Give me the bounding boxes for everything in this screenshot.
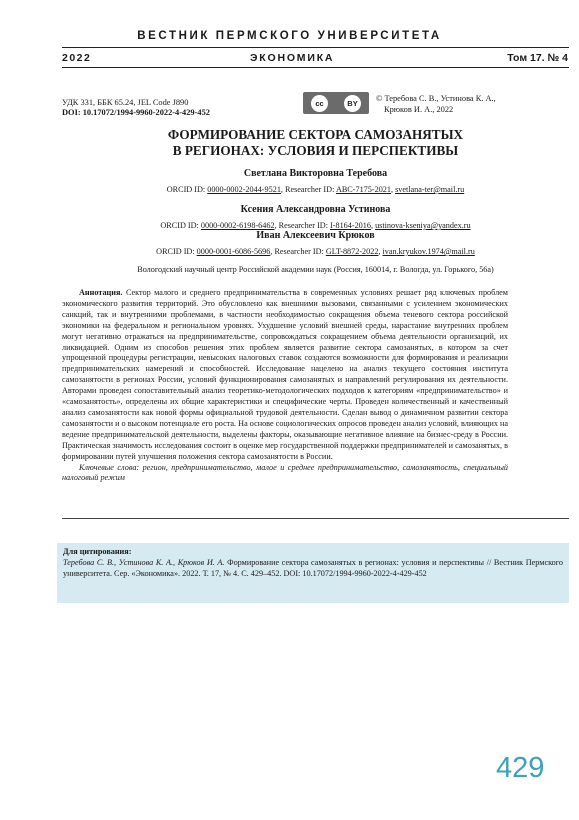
researcher-id-label: , Researcher ID: <box>270 247 326 256</box>
researcher-id-label: , Researcher ID: <box>274 221 331 230</box>
citation-box <box>57 543 569 603</box>
author-ids: ORCID ID: 0000-0002-2044-9521, Researcher ID: ABC-7175-2021, svetlana-ter@mail.ru <box>166 185 465 194</box>
abstract-label: Аннотация. <box>79 288 123 297</box>
article-title <box>62 127 569 158</box>
abstract-text: Сектор малого и среднего предпринимательства в современных условиях решает ряд ключевых проблем экономического развития территорий. Это обусловлено как внешними вызовами, связанными с усилением экономических санкций, так и внутренними проблемами, в частности необходимостью сокращения объема теневого сектора российской экономики на федеральном и региональном уровнях. Ухудшение условий внешней среды, нарастание внутренних проблем могут негативно отражаться на предпринимательстве, сопровождаться сокращением объема деятельности организаций, их ликвидацией. Одним из способов решения этих проблем является развитие сектора самозанятых, в котором за счет упрощенной процедуры регистрации, невысоких налоговых ставок создаются возможности для формирования и реализации предпринимательских намерений и способностей. Исследование нацелено на анализ текущего состояния института самозанятости в регионах России, условий функционирования самозанятых и направлений регулирования их деятельности. Авторами проведен сопоставительный анализ теоретико-методологических подходов к категориям «предпринимательство» и «самозанятость», определены их общие характеристики и специфические черты. Проведен количественный и качественный анализ самозанятости как новой формы официальной трудовой деятельности. Сделан вывод о динамичном развитии сектора самозанятости и о высоком потенциале его роста. На основе социологических опросов проведен анализ условий, влияющих на ведение предпринимательской деятельности, выделены факторы, оказывающие негативное влияние на бизнес-среду в России. Практическая значимость исследования состоит в оценке мер государственной поддержки предпринимателей и самозанятых, в формировании путей улучшения положения сектора самозанятости в России. <box>62 288 508 461</box>
article-title-line-2: В РЕГИОНАХ: УСЛОВИЯ И ПЕРСПЕКТИВЫ <box>172 142 459 158</box>
article-title-line-1: ФОРМИРОВАНИЕ СЕКТОРА САМОЗАНЯТЫХ <box>167 127 464 142</box>
copyright-line-2: Крюков И. А., 2022 <box>384 104 454 114</box>
orcid-label: ORCID ID: <box>160 221 201 230</box>
doi-line: DOI: 10.17072/1994-9960-2022-4-429-452 <box>62 108 210 117</box>
cc-icon: cc <box>311 95 328 112</box>
researcher-id-label: , Researcher ID: <box>280 185 336 194</box>
page-number: 429 <box>496 752 545 784</box>
abstract-block <box>62 288 508 484</box>
udk-line: УДК 331, ББК 65.24, JEL Code J890 <box>62 98 189 107</box>
citation-body: Формирование сектора самозанятых в регионах: условия и перспективы // Вестник Пермского университета. Сер. «Экономика». 2022. Т. 17, № 4. С. 429–452. DOI: 10.17072/1994-9960-2022-4-429-452 <box>63 557 563 578</box>
orcid-label: ORCID ID: <box>156 247 197 256</box>
author-name: Иван Алексеевич Крюков <box>256 230 375 241</box>
by-icon: BY <box>344 95 361 112</box>
orcid-link[interactable]: 0000-0001-6086-5696 <box>196 247 271 256</box>
cc-by-license-badge[interactable] <box>303 92 369 114</box>
citation-label: Для цитирования: <box>63 547 132 556</box>
email-link[interactable]: ivan.kryukov.1974@mail.ru <box>382 247 475 256</box>
journal-title: ВЕСТНИК ПЕРМСКОГО УНИВЕРСИТЕТА <box>137 30 442 42</box>
keywords: Ключевые слова: регион, предпринимательство, малое и среднее предпринимательство, самозанятость, специальный налоговый режим <box>62 462 508 483</box>
section-name: ЭКОНОМИКА <box>250 52 335 64</box>
abstract-divider <box>62 518 569 519</box>
header-rule-top <box>62 47 569 48</box>
researcher-id-link[interactable]: ABC-7175-2021 <box>335 185 391 194</box>
copyright <box>376 94 566 115</box>
volume-number: Том 17. № 4 <box>507 52 568 64</box>
issue-year: 2022 <box>62 52 92 64</box>
author-name: Ксения Александровна Устинова <box>240 204 391 215</box>
email-link[interactable]: svetlana-ter@mail.ru <box>395 185 465 194</box>
orcid-link[interactable]: 0000-0002-2044-9521 <box>207 185 281 194</box>
orcid-label: ORCID ID: <box>166 185 208 194</box>
author-ids: ORCID ID: 0000-0002-6198-6462, Researcher ID: I-8164-2016, ustinova-kseniya@yandex.ru <box>160 221 471 230</box>
citation-authors: Теребова С. В., Устинова К. А., Крюков И. А. <box>63 557 225 567</box>
researcher-id-link[interactable]: I-8164-2016 <box>330 221 371 230</box>
affiliation: Вологодский научный центр Российской академии наук (Россия, 160014, г. Вологда, ул. Горького, 56а) <box>137 265 494 274</box>
orcid-link[interactable]: 0000-0002-6198-6462 <box>200 221 275 230</box>
copyright-line-1: © Теребова С. В., Устинова К. А., <box>376 94 496 103</box>
citation-text <box>63 558 563 580</box>
header-rule-bottom <box>62 67 569 68</box>
article-meta <box>62 98 210 118</box>
author-name: Светлана Викторовна Теребова <box>243 168 388 179</box>
email-link[interactable]: ustinova-kseniya@yandex.ru <box>375 221 471 230</box>
researcher-id-link[interactable]: GLT-8872-2022 <box>325 247 379 256</box>
author-ids: ORCID ID: 0000-0001-6086-5696, Researcher ID: GLT-8872-2022, ivan.kryukov.1974@mail.ru <box>156 247 475 256</box>
abstract-paragraph <box>62 288 508 463</box>
